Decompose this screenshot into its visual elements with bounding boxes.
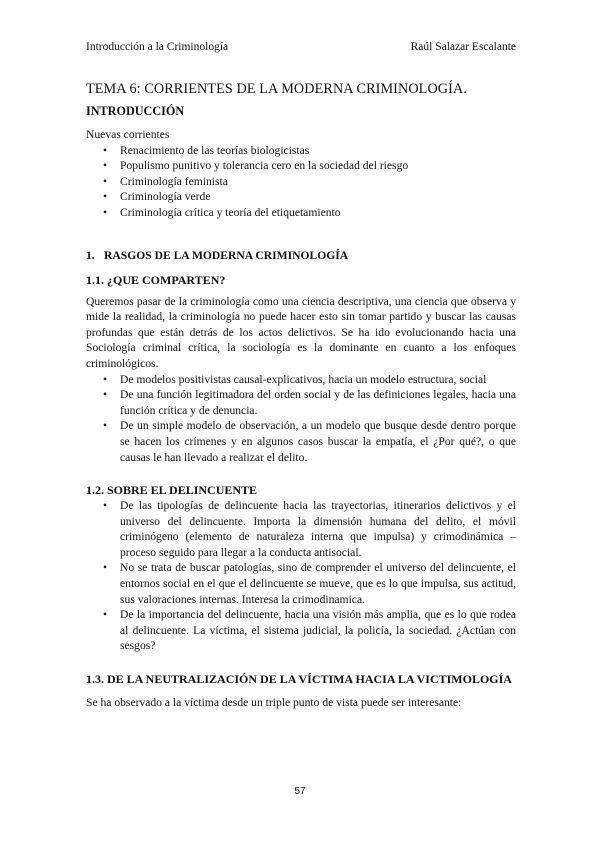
list-item: • Renacimiento de las teorías biologicistas [103, 143, 310, 157]
section-1-heading: 1. RASGOS DE LA MODERNA CRIMINOLOGÍA [86, 248, 349, 262]
bullet-icon: • [103, 419, 108, 433]
bullet-icon: • [103, 372, 108, 386]
subsection-1-3-heading: 1.3. DE LA NEUTRALIZACIÓN DE LA VÍCTIMA HACIA LA VICTIMOLOGÍA [86, 672, 512, 687]
intro-heading: INTRODUCCIÓN [86, 104, 185, 118]
list-item: • Criminología crítica y teoría del etiquetamiento [103, 205, 341, 219]
list-item: • De un simple modelo de observación, a un modelo que busque desde dentro porque se hacen los crímenes y en algunos casos buscar la empatía, el ¿Por qué?, o que causas le han llevado a realizar el delito. [103, 419, 516, 464]
bullet-icon: • [103, 205, 108, 219]
page-number: 57 [294, 786, 306, 797]
list-item: • De modelos positivistas causal-explicativos, hacia un modelo estructura, social [103, 372, 487, 386]
list-item: • Criminología verde [103, 190, 211, 204]
list-item: • De una función legitimadora del orden social y de las definiciones legales, hacia una función crítica y de denuncia. [103, 388, 516, 417]
bullet-icon: • [103, 159, 108, 173]
bullet-icon: • [103, 499, 108, 513]
intro-lead: Nuevas corrientes [86, 128, 170, 141]
bullet-icon: • [103, 143, 108, 157]
bullet-icon: • [103, 561, 108, 575]
bullet-icon: • [103, 388, 108, 402]
intro-bullet-list [86, 143, 516, 221]
document-page [86, 40, 516, 711]
bullet-icon: • [103, 190, 108, 204]
header-author: Raúl Salazar Escalante [410, 41, 516, 53]
list-item: • Criminología feminista [103, 174, 228, 188]
subsection-1-3-paragraph: Se ha observado a la víctima desde un triple punto de vista puede ser interesante: [86, 696, 462, 710]
chapter-title: TEMA 6: CORRIENTES DE LA MODERNA CRIMINOLOGÍA. [86, 81, 467, 97]
running-header [86, 40, 516, 54]
list-item: • De la importancia del delincuente, hacia una visión más amplia, que es lo que rodea al delincuente. La víctima, el sistema judicial, la policía, la sociedad. ¿Actúan con sesgos? [103, 608, 516, 653]
list-item: • Populismo punitivo y tolerancia cero en la sociedad del riesgo [103, 159, 409, 173]
bullet-icon: • [103, 608, 108, 622]
list-item: • De las tipologías de delincuente hacia las trayectorias, itinerarios delictivos y el universo del delincuente. Importa la dimensión humana del delito, el móvil criminógeno (elemento de naturaleza interna que impulsa) y crimodinámica – proceso seguido para llegar a la conducta antisocial. [103, 499, 516, 559]
list-item: • No se trata de buscar patologías, sino de comprender el universo del delincuente, el entornos social en el que el delincuente se mueve, que es lo que impulsa, sus actitud, sus valoraciones internas. Interesa la crimodinamica. [103, 561, 516, 606]
subsection-1-2-heading: 1.2. SOBRE EL DELINCUENTE [86, 483, 258, 498]
subsection-1-2-bullet-list [86, 498, 516, 654]
header-course-title: Introducción a la Criminología [86, 41, 229, 53]
subsection-1-1-bullet-list [86, 372, 516, 466]
subsection-1-1-heading: 1.1. ¿QUE COMPARTEN? [86, 272, 226, 287]
section-number: 1. [86, 248, 95, 262]
subsection-1-1-paragraph: Queremos pasar de la criminología como una ciencia descriptiva, una ciencia que observa y mide la realidad, la criminología no puede hacer esto sin tomar partido y buscar las causas profundas que están detrás de los actos delictivos. Se ha ido evolucionando hacia una Sociología criminal crítica, la sociología es la dominante en cuanto a los enfoques criminológicos. [86, 294, 516, 370]
bullet-icon: • [103, 174, 108, 188]
